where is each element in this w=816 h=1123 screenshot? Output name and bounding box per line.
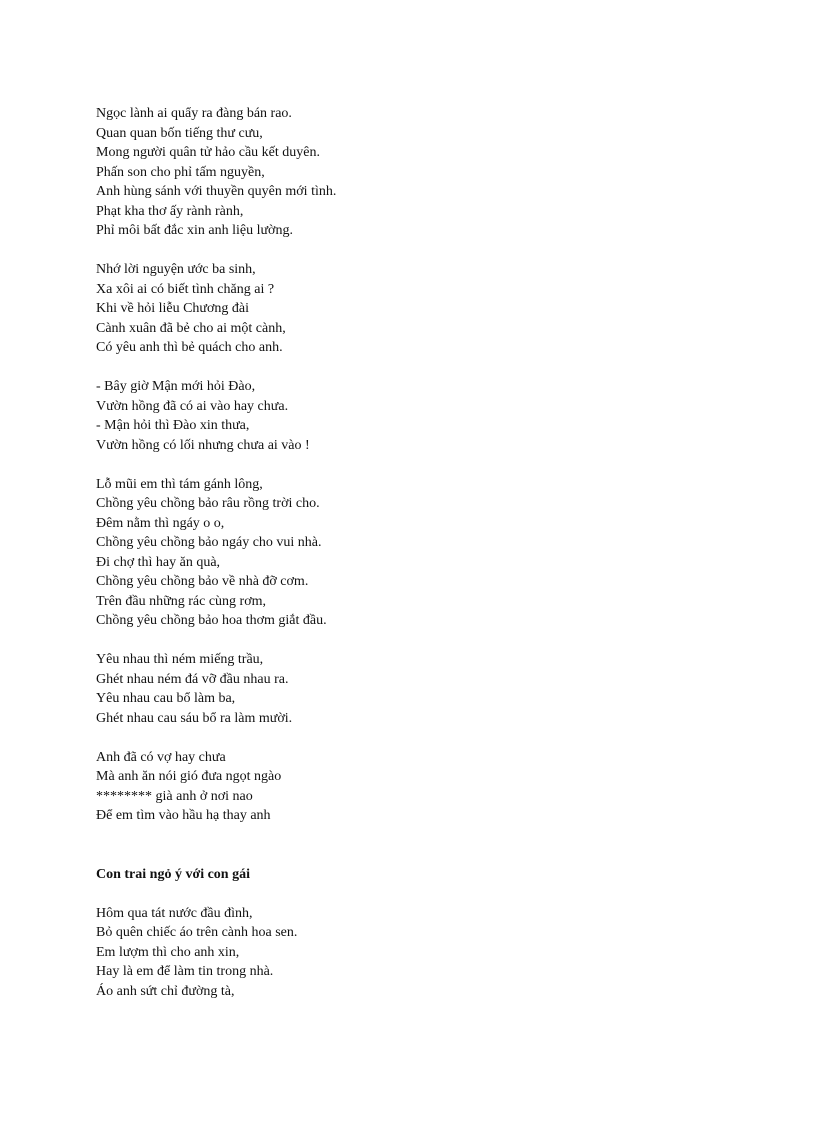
poem-line: Hay là em để làm tin trong nhà.: [96, 964, 274, 979]
poem-line: Ghét nhau cau sáu bổ ra làm mười.: [96, 710, 293, 726]
poem-line: Hôm qua tát nước đầu đình,: [96, 905, 253, 921]
poem-line: Có yêu anh thì bẻ quách cho anh.: [96, 340, 283, 355]
poem-stanzas-bottom: [96, 904, 736, 1002]
poem-line: Phỉ môi bất đắc xin anh liệu lường.: [96, 223, 293, 238]
poem-line: Đi chợ thì hay ăn quà,: [96, 554, 221, 570]
poem-line: Chồng yêu chồng bảo về nhà đỡ cơm.: [96, 574, 309, 589]
poem-line: Chồng yêu chồng bảo hoa thơm giắt đầu.: [96, 613, 327, 628]
stanza: [96, 377, 736, 455]
poem-line: Khi về hỏi liễu Chương đài: [96, 301, 250, 316]
poem-line: Đêm nằm thì ngáy o o,: [96, 515, 225, 531]
poem-line: Yêu nhau cau bổ làm ba,: [96, 691, 236, 706]
poem-line: Ghét nhau ném đá vỡ đầu nhau ra.: [96, 671, 289, 687]
poem-line: Bỏ quên chiếc áo trên cành hoa sen.: [96, 925, 298, 940]
poem-line: Vườn hồng có lối nhưng chưa ai vào !: [96, 437, 310, 453]
poem-line: Phạt kha thơ ấy rành rành,: [96, 203, 244, 219]
poem-line: Mong người quân tử hảo cầu kết duyên.: [96, 145, 320, 160]
poem-line: Yêu nhau thì ném miếng trầu,: [96, 652, 264, 667]
poem-line: Trên đầu những rác cùng rơm,: [96, 593, 266, 609]
poem-line: Em lượm thì cho anh xin,: [96, 944, 240, 960]
poem-line: Chồng yêu chồng bảo ngáy cho vui nhà.: [96, 535, 322, 550]
poem-line: Áo anh sứt chỉ đường tà,: [96, 983, 235, 999]
poem-line: Ngọc lành ai quẩy ra đàng bán rao.: [96, 106, 292, 121]
stanza: [96, 260, 736, 358]
poem-line: Để em tìm vào hầu hạ thay anh: [96, 808, 271, 823]
poem-line: Quan quan bốn tiếng thư cưu,: [96, 125, 263, 141]
poem-stanzas-top: [96, 104, 736, 826]
poem-line: - Bây giờ Mận mới hỏi Đào,: [96, 379, 256, 394]
stanza: [96, 748, 736, 826]
poem-line: Xa xôi ai có biết tình chăng ai ?: [96, 281, 275, 297]
poem-line: Cành xuân đã bẻ cho ai một cành,: [96, 320, 286, 336]
poem-line: Chồng yêu chồng bảo râu rồng trời cho.: [96, 496, 320, 511]
stanza: [96, 475, 736, 631]
poem-line: Nhớ lời nguyện ước ba sinh,: [96, 262, 256, 277]
stanza: [96, 650, 736, 728]
poem-line: Anh hùng sánh với thuyền quyên mới tình.: [96, 184, 337, 199]
poem-line: Anh đã có vợ hay chưa: [96, 749, 226, 765]
poem-line: - Mận hỏi thì Đào xin thưa,: [96, 418, 250, 433]
poem-line: ******** già anh ở nơi nao: [96, 788, 253, 804]
poem-line: Lỗ mũi em thì tám gánh lông,: [96, 476, 263, 492]
poem-line: Vườn hồng đã có ai vào hay chưa.: [96, 398, 289, 414]
poem-line: Mà anh ăn nói gió đưa ngọt ngào: [96, 769, 282, 784]
section-heading: Con trai ngỏ ý với con gái: [96, 866, 250, 882]
poem-content: [96, 104, 736, 1021]
stanza: [96, 904, 736, 1002]
poem-line: Phấn son cho phỉ tấm nguyền,: [96, 164, 265, 180]
stanza: [96, 104, 736, 241]
